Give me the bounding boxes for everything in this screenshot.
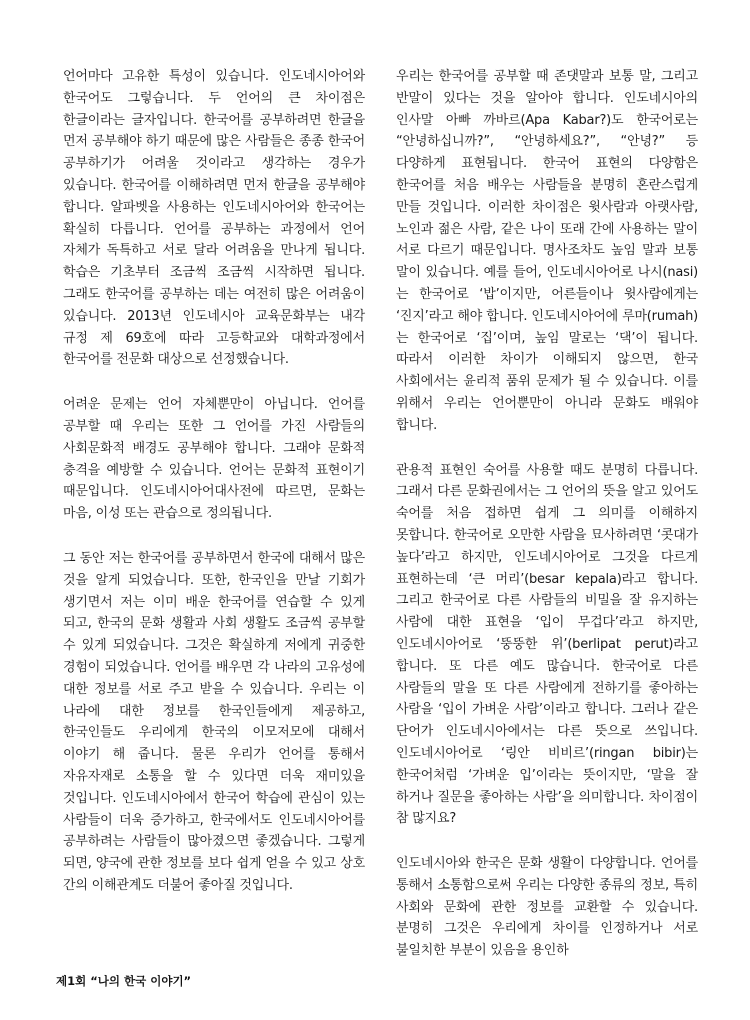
paragraph-left-2: 어려운 문제는 언어 자체뿐만이 아닙니다. 언어를 공부할 때 우리는 또한 그 언어를 가진 사람들의 사회문화적 배경도 공부해야 합니다. 그래야 문화적 충격을 예방할 수 있습니다. 언어는 문화적 표현이기 때문입니다. 인도네시아어대사전에 따르면, 문화는 마음, 이성 또는 관습으로 정의됩니다. xyxy=(63,397,365,522)
paragraph-right-2: 관용적 표현인 숙어를 사용할 때도 분명히 다릅니다. 그래서 다른 문화권에서는 그 언어의 뜻을 알고 있어도 숙어를 처음 접하면 쉽게 그 의미를 이해하지 못합니다. 한국어로 오만한 사람을 묘사하려면 ‘콧대가 높다’라고 하지만, 인도네시아어로 그것을 다르게 표현하는데 ‘큰 머리’(besar kepala)라고 합니다. 그리고 한국어로 다른 사람들의 비밀을 잘 유지하는 사람에 대한 표현을 ‘입이 무겁다’라고 하지만, 인도네시아어로 ‘뚱뚱한 위’(berlipat perut)라고 합니다. 또 다른 예도 많습니다. 한국어로 다른 사람들의 말을 또 다른 사람에게 전하기를 좋아하는 사람을 ‘입이 가벼운 사람’이라고 합니다. 그러나 같은 단어가 인도네시아에서는 다른 뜻으로 쓰입니다. 인도네시아어로 ‘링안 비비르’(ringan bibir)는 한국어처럼 ‘가벼운 입’이라는 뜻이지만, ‘말을 잘 하거나 질문을 좋아하는 사람’을 의미합니다. 차이점이 참 많지요? xyxy=(396,462,698,827)
right-column xyxy=(396,66,698,985)
paragraph-right-1: 우리는 한국어를 공부할 때 존댓말과 보통 말, 그리고 반말이 있다는 것을 알아야 합니다. 인도네시아의 인사말 아빠 까바르(Apa Kabar?)도 한국어로는 “안녕하십니까?”, “안녕하세요?”, “안녕?” 등 다양하게 표현됩니다. 한국어 표현의 다양함은 한국어를 처음 배우는 사람들을 분명히 혼란스럽게 만들 것입니다. 이러한 차이점은 윗사람과 아랫사람, 노인과 젊은 사람, 같은 나이 또래 간에 사용하는 말이 서로 다르기 때문입니다. 명사조차도 높임 말과 보통 말이 있습니다. 예를 들어, 인도네시아어로 나시(nasi)는 한국어로 ‘밥’이지만, 어른들이나 윗사람에게는 ‘진지’라고 해야 합니다. 인도네시아어에 루마(rumah)는 한국어로 ‘집’이며, 높임 말로는 ‘댁’이 됩니다. 따라서 이러한 차이가 이해되지 않으면, 한국 사회에서는 윤리적 품위 문제가 될 수 있습니다. 이를 위해서 우리는 언어뿐만이 아니라 문화도 배워야 합니다. xyxy=(396,69,698,433)
paragraph-left-3: 그 동안 저는 한국어를 공부하면서 한국에 대해서 많은 것을 알게 되었습니다. 또한, 한국인을 만날 기회가 생기면서 저는 이미 배운 한국어를 연습할 수 있게 되고, 한국의 문화 생활과 사회 생활도 조금씩 공부할 수 있게 되었습니다. 그것은 확실하게 저에게 귀중한 경험이 되었습니다. 언어를 배우면 각 나라의 고유성에 대한 정보를 서로 주고 받을 수 있습니다. 우리는 이 나라에 대한 정보를 한국인들에게 제공하고, 한국인들도 우리에게 한국의 이모저모에 대해서 이야기 해 줍니다. 물론 우리가 언어를 통해서 자유자재로 소통을 할 수 있다면 더욱 재미있을 것입니다. 인도네시아에서 한국어 학습에 관심이 있는 사람들이 더욱 증가하고, 한국에서도 인도네시아어를 공부하려는 사람들이 많아졌으면 좋겠습니다. 그렇게 되면, 양국에 관한 정보를 보다 쉽게 얻을 수 있고 상호 간의 이해관계도 더불어 좋아질 것입니다. xyxy=(63,550,365,893)
paragraph-right-3: 인도네시아와 한국은 문화 생활이 다양합니다. 언어를 통해서 소통함으로써 우리는 다양한 종류의 정보, 특히 사회와 문화에 관한 정보를 교환할 수 있습니다. 분명히 그것은 우리에게 차이를 인정하거나 서로 불일치한 부분이 있음을 용인하 xyxy=(396,856,698,959)
left-column xyxy=(63,66,365,920)
paragraph-left-1: 언어마다 고유한 특성이 있습니다. 인도네시아어와 한국어도 그렇습니다. 두 언어의 큰 차이점은 한글이라는 글자입니다. 한국어를 공부하려면 한글을 먼저 공부해야 하기 때문에 많은 사람들은 종종 한국어 공부하기가 어려울 것이라고 생각하는 경우가 있습니다. 한국어를 이해하려면 먼저 한글을 공부해야 합니다. 알파벳을 사용하는 인도네시아어와 한국어는 확실히 다릅니다. 언어를 공부하는 과정에서 언어 자체가 독특하고 서로 달라 어려움을 만나게 됩니다. 학습은 기초부터 조금씩 조금씩 시작하면 됩니다. 그래도 한국어를 공부하는 데는 여전히 많은 어려움이 있습니다. 2013년 인도네시아 교육문화부는 내각 규정 제 69호에 따라 고등학교와 대학과정에서 한국어를 전문화 대상으로 선정했습니다. xyxy=(63,69,365,368)
footer-title: 제1회 “나의 한국 이야기” xyxy=(56,974,192,988)
